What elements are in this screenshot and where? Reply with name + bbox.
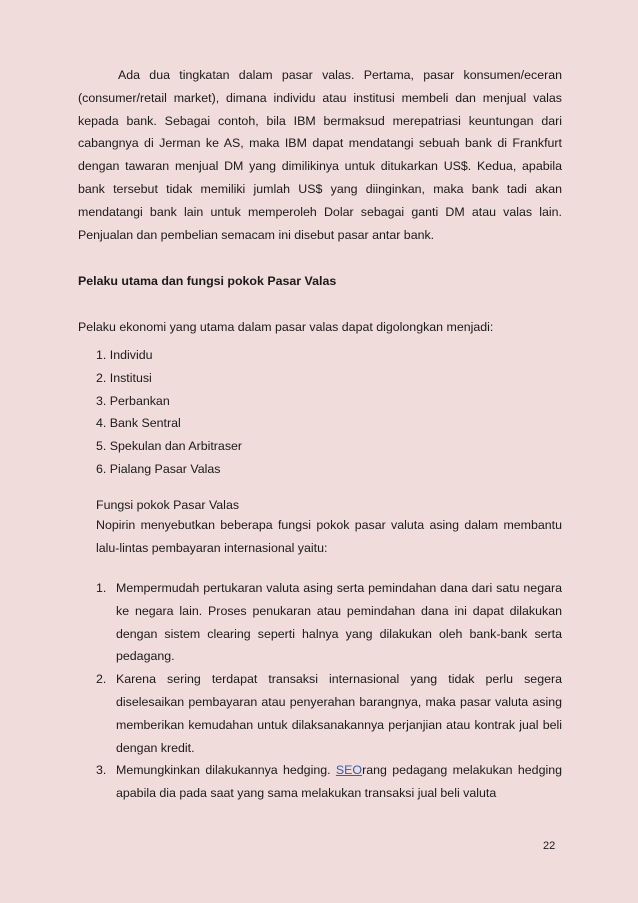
fungsi-title: Fungsi pokok Pasar Valas bbox=[96, 498, 240, 512]
section-heading: Pelaku utama dan fungsi pokok Pasar Valas bbox=[78, 274, 337, 288]
item-text-after: rang pedagang melakukan hedging apabila dia pada saat yang sama melakukan transaksi jual beli valuta bbox=[116, 763, 562, 801]
fungsi-intro bbox=[96, 514, 562, 560]
list-item: 5. Spekulan dan Arbitraser bbox=[96, 439, 243, 454]
paragraph-text: Ada dua tingkatan dalam pasar valas. Pertama, pasar konsumen/eceran (consumer/retail market), dimana individu atau institusi membeli dan menjual valas kepada bank. Sebagai contoh, bila IBM bermaksud merepatriasi keuntungan dari cabangnya di Jerman ke AS, maka IBM dapat mendatangi sebuah bank di Frankfurt dengan tawaran menjual DM yang dimilikinya untuk ditukarkan US$. Kedua, apabila bank tersebut tidak memiliki jumlah US$ yang diinginkan, maka bank tadi akan mendatangi bank lain untuk memperoleh Dolar sebagai ganti DM atau valas lain. Penjualan dan pembelian semacam ini disebut pasar antar bank. bbox=[78, 68, 562, 242]
list-item: 4. Bank Sentral bbox=[96, 416, 181, 431]
list-item bbox=[96, 668, 562, 759]
item-text: Karena sering terdapat transaksi internasional yang tidak perlu segera diselesaikan pembayaran atau penyerahan barangnya, maka pasar valuta asing memberikan kemudahan untuk dilaksanakannya perjanjian atau kontrak jual beli dengan kredit. bbox=[116, 672, 562, 755]
item-text-before: Memungkinkan dilakukannya hedging. bbox=[116, 763, 331, 778]
list-item bbox=[96, 577, 562, 668]
intro-paragraph bbox=[78, 64, 562, 246]
list-item: 3. Perbankan bbox=[96, 393, 170, 408]
item-number: 1. bbox=[96, 581, 107, 595]
fungsi-intro-text: Nopirin menyebutkan beberapa fungsi pokok pasar valuta asing dalam membantu lalu-lintas pembayaran internasional yaitu: bbox=[96, 518, 562, 555]
pelaku-intro: Pelaku ekonomi yang utama dalam pasar valas dapat digolongkan menjadi: bbox=[78, 320, 494, 334]
list-item: 2. Institusi bbox=[96, 370, 152, 385]
item-number: 3. bbox=[96, 763, 107, 778]
page-number: 22 bbox=[543, 840, 556, 852]
item-number: 2. bbox=[96, 672, 107, 687]
item-text: Mempermudah pertukaran valuta asing serta pemindahan dana dari satu negara ke negara lain. Proses penukaran atau pemindahan dana ini dapat dilakukan dengan sistem clearing seperti halnya yang dilakukan oleh bank-bank serta pedagang. bbox=[116, 581, 562, 664]
list-item: 6. Pialang Pasar Valas bbox=[96, 461, 221, 476]
list-item bbox=[96, 759, 562, 805]
fungsi-list bbox=[96, 577, 562, 805]
pelaku-list bbox=[96, 344, 242, 481]
list-item: 1. Individu bbox=[96, 348, 153, 362]
seo-link[interactable]: SEO bbox=[335, 763, 363, 778]
